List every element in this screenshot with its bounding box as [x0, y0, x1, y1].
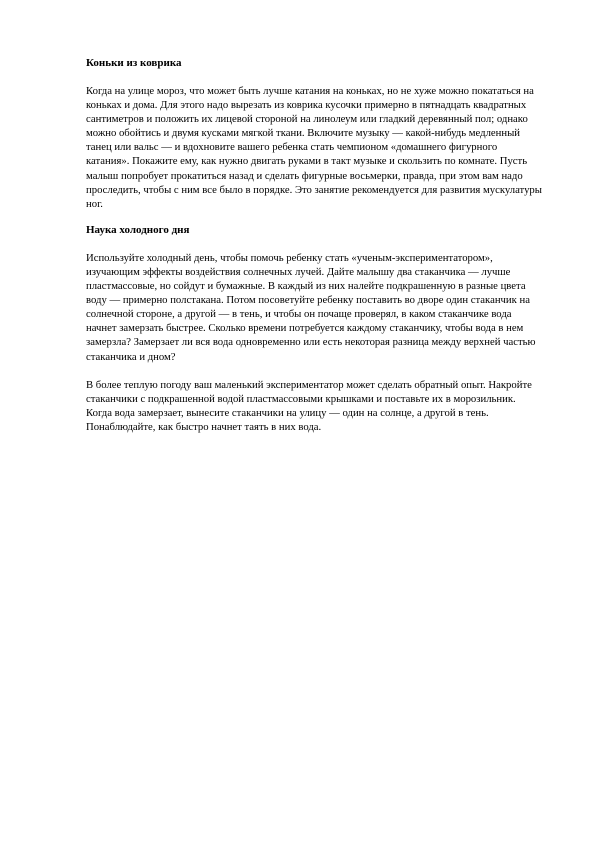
paragraph-warm-day-experiment: В более теплую погоду ваш маленький экспериментатор может сделать обратный опыт. Накройте стаканчики с подкрашенной водой пластмассовыми крышками и поставьте их в морозильник. Когда вода замерзает, вынесите стаканчики на улицу — один на солнце, а другой в тень. Понаблюдайте, как быстро начнет таять в них вода.: [86, 378, 532, 433]
paragraph-cold-day-experiment: Используйте холодный день, чтобы помочь ребенку стать «ученым-экспериментатором», изучающим эффекты воздействия солнечных лучей. Дайте малышу два стаканчика — лучше пластмассовые, но сойдут и бумажные. В каждый из них налейте подкрашенную в разные цвета воду — примерно полстакана. Потом посоветуйте ребенку поставить во дворе один стаканчик на солнечной стороне, а другой — в тень, и чтобы он почаще проверял, в каком стаканчике вода начнет замерзать быстрее. Сколько времени потребуется каждому стаканчику, чтобы вода в нем замерзла? Замерзает ли вся вода одновременно или есть некоторая разница между верхней частью стаканчика и дном?: [86, 251, 536, 363]
section-heading-cold-day-science: Наука холодного дня: [86, 223, 190, 236]
section-heading-skates: Коньки из коврика: [86, 57, 182, 69]
paragraph-skates: Когда на улице мороз, что может быть лучше катания на коньках, но не хуже можно покататься на коньках и дома. Для этого надо вырезать из коврика кусочки примерно в пятнадцать квадратных сантиметров и положить их лицевой стороной на линолеум или гладкий деревянный пол; однако можно обойтись и двумя кусками мягкой ткани. Включите музыку — какой-нибудь медленный танец или вальс — и вдохновите вашего ребенка стать чемпионом «домашнего фигурного катания». Покажите ему, как нужно двигать руками в такт музыке и скользить по комнате. Пусть малыш попробует прокатиться назад и сделать фигурные восьмерки, правда, при этом вам надо проследить, чтобы с ним все было в порядке. Это занятие рекомендуется для развития мускулатуры ног.: [86, 85, 542, 210]
document-page: [86, 56, 542, 434]
